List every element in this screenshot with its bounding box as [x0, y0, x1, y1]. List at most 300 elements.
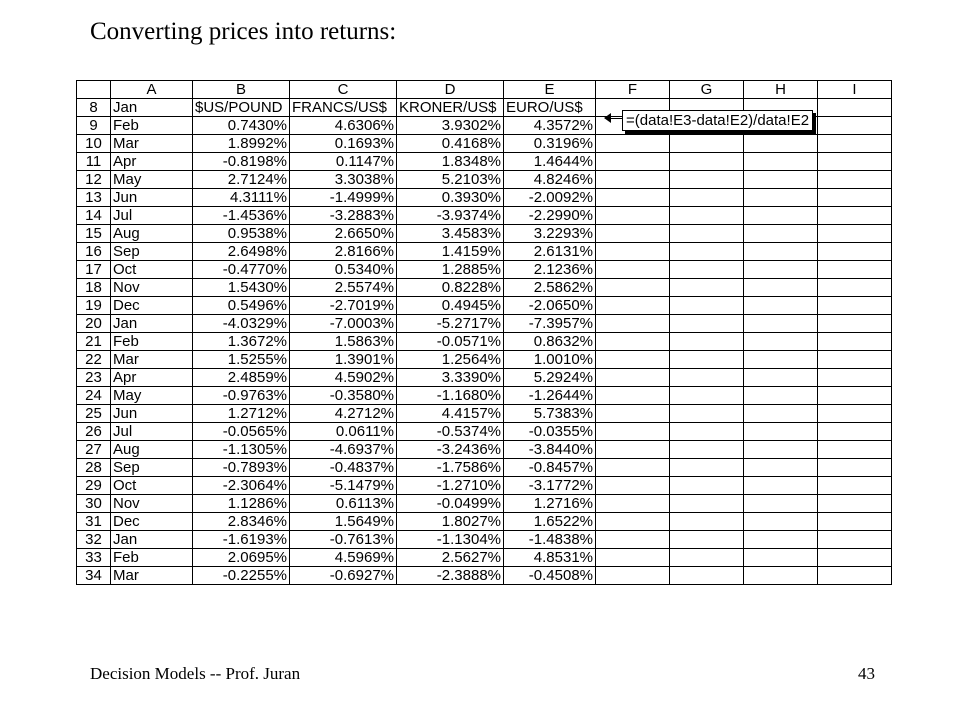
cell[interactable]: 1.2564% — [397, 351, 504, 369]
table-row — [77, 135, 892, 153]
cell[interactable] — [596, 459, 670, 477]
cell[interactable]: May — [111, 387, 193, 405]
row-header[interactable]: 12 — [77, 171, 111, 189]
table-row — [77, 441, 892, 459]
cell[interactable] — [744, 441, 818, 459]
cell[interactable] — [670, 441, 744, 459]
cell[interactable]: 4.3572% — [504, 117, 596, 135]
cell[interactable] — [744, 351, 818, 369]
cell[interactable]: 2.8166% — [290, 243, 397, 261]
cell[interactable] — [818, 567, 892, 585]
row-header[interactable]: 10 — [77, 135, 111, 153]
column-header-row — [77, 81, 892, 99]
row-header[interactable]: 8 — [77, 99, 111, 117]
row-header[interactable]: 34 — [77, 567, 111, 585]
cell[interactable] — [744, 387, 818, 405]
cell[interactable] — [596, 135, 670, 153]
cell[interactable]: 2.5574% — [290, 279, 397, 297]
cell[interactable]: -3.1772% — [504, 477, 596, 495]
cell[interactable]: $US/POUND — [193, 99, 290, 117]
cell[interactable] — [596, 279, 670, 297]
cell[interactable]: 2.6498% — [193, 243, 290, 261]
cell[interactable]: 4.8531% — [504, 549, 596, 567]
cell[interactable]: 0.5496% — [193, 297, 290, 315]
cell[interactable]: -7.0003% — [290, 315, 397, 333]
row-header[interactable]: 14 — [77, 207, 111, 225]
cell[interactable]: 1.3901% — [290, 351, 397, 369]
cell[interactable]: -0.6927% — [290, 567, 397, 585]
cell[interactable]: Sep — [111, 459, 193, 477]
cell[interactable]: 1.4644% — [504, 153, 596, 171]
table-row — [77, 279, 892, 297]
cell[interactable] — [818, 99, 892, 117]
cell[interactable]: 1.2885% — [397, 261, 504, 279]
cell[interactable] — [744, 189, 818, 207]
cell[interactable]: 0.1693% — [290, 135, 397, 153]
cell[interactable] — [596, 243, 670, 261]
table-row — [77, 369, 892, 387]
cell[interactable]: 3.3038% — [290, 171, 397, 189]
cell[interactable] — [670, 549, 744, 567]
cell[interactable]: 1.5649% — [290, 513, 397, 531]
cell[interactable] — [818, 513, 892, 531]
cell[interactable] — [670, 171, 744, 189]
row-header[interactable]: 16 — [77, 243, 111, 261]
cell[interactable]: EURO/US$ — [504, 99, 596, 117]
cell[interactable]: 2.8346% — [193, 513, 290, 531]
cell[interactable]: -0.7613% — [290, 531, 397, 549]
cell[interactable] — [670, 297, 744, 315]
table-row — [77, 225, 892, 243]
cell[interactable] — [670, 369, 744, 387]
cell[interactable]: 4.6306% — [290, 117, 397, 135]
cell[interactable]: -0.0499% — [397, 495, 504, 513]
cell[interactable] — [670, 567, 744, 585]
slide-title: Converting prices into returns: — [90, 18, 397, 45]
cell[interactable]: Mar — [111, 135, 193, 153]
cell[interactable]: Aug — [111, 225, 193, 243]
cell[interactable] — [818, 135, 892, 153]
cell[interactable]: -5.2717% — [397, 315, 504, 333]
cell[interactable]: 0.6113% — [290, 495, 397, 513]
row-header[interactable]: 27 — [77, 441, 111, 459]
cell[interactable] — [818, 387, 892, 405]
cell[interactable] — [744, 297, 818, 315]
cell[interactable]: -1.4536% — [193, 207, 290, 225]
cell[interactable]: Feb — [111, 549, 193, 567]
cell[interactable]: -7.3957% — [504, 315, 596, 333]
cell[interactable]: -1.2710% — [397, 477, 504, 495]
cell[interactable]: -0.0565% — [193, 423, 290, 441]
cell[interactable]: -3.9374% — [397, 207, 504, 225]
cell[interactable]: 2.5862% — [504, 279, 596, 297]
cell[interactable] — [744, 477, 818, 495]
cell[interactable]: Apr — [111, 369, 193, 387]
cell[interactable] — [596, 369, 670, 387]
cell[interactable]: -3.8440% — [504, 441, 596, 459]
cell[interactable] — [596, 549, 670, 567]
cell[interactable]: -0.8198% — [193, 153, 290, 171]
cell[interactable] — [744, 153, 818, 171]
cell[interactable] — [670, 261, 744, 279]
cell[interactable]: FRANCS/US$ — [290, 99, 397, 117]
cell[interactable]: 0.8228% — [397, 279, 504, 297]
cell[interactable] — [818, 153, 892, 171]
cell[interactable] — [744, 405, 818, 423]
cell[interactable]: 1.8348% — [397, 153, 504, 171]
cell[interactable] — [744, 225, 818, 243]
cell[interactable] — [670, 405, 744, 423]
cell[interactable]: -2.2990% — [504, 207, 596, 225]
cell[interactable]: 1.0010% — [504, 351, 596, 369]
cell[interactable]: 4.4157% — [397, 405, 504, 423]
cell[interactable]: -1.1304% — [397, 531, 504, 549]
cell[interactable]: -2.3888% — [397, 567, 504, 585]
select-all-corner[interactable] — [77, 81, 111, 99]
cell[interactable] — [818, 225, 892, 243]
cell[interactable] — [670, 531, 744, 549]
cell[interactable]: -1.2644% — [504, 387, 596, 405]
cell[interactable]: -1.7586% — [397, 459, 504, 477]
cell[interactable]: -2.0650% — [504, 297, 596, 315]
cell[interactable]: 0.7430% — [193, 117, 290, 135]
cell[interactable] — [670, 243, 744, 261]
cell[interactable] — [818, 351, 892, 369]
cell[interactable] — [744, 171, 818, 189]
cell[interactable] — [670, 459, 744, 477]
row-header[interactable]: 28 — [77, 459, 111, 477]
cell[interactable]: -2.7019% — [290, 297, 397, 315]
cell[interactable] — [818, 333, 892, 351]
cell[interactable] — [744, 261, 818, 279]
cell[interactable] — [670, 225, 744, 243]
cell[interactable] — [596, 351, 670, 369]
cell[interactable]: Dec — [111, 513, 193, 531]
cell[interactable] — [744, 423, 818, 441]
cell[interactable]: -0.0355% — [504, 423, 596, 441]
cell[interactable] — [596, 567, 670, 585]
table-row — [77, 261, 892, 279]
cell[interactable] — [818, 459, 892, 477]
cell[interactable] — [670, 387, 744, 405]
cell[interactable]: 0.9538% — [193, 225, 290, 243]
spreadsheet-grid — [76, 80, 892, 585]
cell[interactable]: Jul — [111, 423, 193, 441]
cell[interactable]: 2.6131% — [504, 243, 596, 261]
cell[interactable] — [596, 189, 670, 207]
table-row — [77, 495, 892, 513]
cell[interactable]: Apr — [111, 153, 193, 171]
table-row — [77, 297, 892, 315]
cell[interactable]: Sep — [111, 243, 193, 261]
cell[interactable]: 5.2103% — [397, 171, 504, 189]
cell[interactable]: Jun — [111, 405, 193, 423]
cell[interactable]: -1.4999% — [290, 189, 397, 207]
cell[interactable] — [744, 279, 818, 297]
cell[interactable]: Jan — [111, 315, 193, 333]
table-row — [77, 153, 892, 171]
cell[interactable] — [596, 477, 670, 495]
cell[interactable] — [596, 333, 670, 351]
cell[interactable]: Feb — [111, 333, 193, 351]
table-row — [77, 351, 892, 369]
cell[interactable] — [596, 297, 670, 315]
cell[interactable] — [670, 207, 744, 225]
cell[interactable] — [596, 531, 670, 549]
column-header[interactable]: I — [818, 81, 892, 99]
column-header[interactable]: G — [670, 81, 744, 99]
cell[interactable]: Mar — [111, 567, 193, 585]
cell[interactable] — [596, 153, 670, 171]
cell[interactable]: 1.2716% — [504, 495, 596, 513]
cell[interactable] — [670, 153, 744, 171]
column-header[interactable]: H — [744, 81, 818, 99]
cell[interactable] — [744, 567, 818, 585]
cell[interactable]: 1.5430% — [193, 279, 290, 297]
row-header[interactable]: 22 — [77, 351, 111, 369]
cell[interactable] — [818, 477, 892, 495]
cell[interactable]: -0.8457% — [504, 459, 596, 477]
row-header[interactable]: 19 — [77, 297, 111, 315]
cell[interactable] — [818, 189, 892, 207]
row-header[interactable]: 24 — [77, 387, 111, 405]
cell[interactable]: 0.4945% — [397, 297, 504, 315]
row-header[interactable]: 25 — [77, 405, 111, 423]
cell[interactable]: 1.2712% — [193, 405, 290, 423]
cell[interactable]: -0.4770% — [193, 261, 290, 279]
cell[interactable] — [818, 171, 892, 189]
cell[interactable]: Jul — [111, 207, 193, 225]
cell[interactable] — [596, 423, 670, 441]
cell[interactable]: Feb — [111, 117, 193, 135]
cell[interactable] — [596, 207, 670, 225]
column-header[interactable]: E — [504, 81, 596, 99]
table-row — [77, 531, 892, 549]
cell[interactable]: 0.3930% — [397, 189, 504, 207]
cell[interactable] — [596, 441, 670, 459]
cell[interactable]: 2.7124% — [193, 171, 290, 189]
cell[interactable] — [818, 405, 892, 423]
cell[interactable]: -0.0571% — [397, 333, 504, 351]
cell[interactable] — [670, 495, 744, 513]
cell[interactable]: Oct — [111, 261, 193, 279]
cell[interactable] — [818, 369, 892, 387]
cell[interactable] — [744, 369, 818, 387]
cell[interactable]: 2.5627% — [397, 549, 504, 567]
cell[interactable] — [596, 315, 670, 333]
cell[interactable] — [744, 135, 818, 153]
cell[interactable] — [744, 495, 818, 513]
cell[interactable]: -0.2255% — [193, 567, 290, 585]
cell[interactable] — [818, 207, 892, 225]
cell[interactable]: 0.3196% — [504, 135, 596, 153]
cell[interactable]: 0.0611% — [290, 423, 397, 441]
cell[interactable] — [818, 549, 892, 567]
cell[interactable]: May — [111, 171, 193, 189]
cell[interactable]: 2.0695% — [193, 549, 290, 567]
table-row — [77, 549, 892, 567]
cell[interactable] — [818, 495, 892, 513]
cell[interactable] — [670, 135, 744, 153]
cell[interactable]: 1.6522% — [504, 513, 596, 531]
cell[interactable]: 2.1236% — [504, 261, 596, 279]
cell[interactable]: 5.7383% — [504, 405, 596, 423]
cell[interactable] — [818, 531, 892, 549]
table-row — [77, 171, 892, 189]
cell[interactable]: -2.3064% — [193, 477, 290, 495]
table-row — [77, 567, 892, 585]
cell[interactable] — [744, 549, 818, 567]
cell[interactable]: 0.1147% — [290, 153, 397, 171]
cell[interactable] — [670, 315, 744, 333]
column-header[interactable]: A — [111, 81, 193, 99]
row-header[interactable]: 13 — [77, 189, 111, 207]
cell[interactable]: 4.5902% — [290, 369, 397, 387]
cell[interactable] — [670, 513, 744, 531]
page-number: 43 — [858, 664, 875, 683]
cell[interactable] — [818, 243, 892, 261]
cell[interactable]: Oct — [111, 477, 193, 495]
column-header[interactable]: D — [397, 81, 504, 99]
table-row — [77, 243, 892, 261]
cell[interactable]: -0.7893% — [193, 459, 290, 477]
cell[interactable] — [596, 387, 670, 405]
cell[interactable] — [818, 297, 892, 315]
cell[interactable]: -2.0092% — [504, 189, 596, 207]
cell[interactable]: -3.2883% — [290, 207, 397, 225]
cell[interactable] — [596, 513, 670, 531]
footer-course: Decision Models -- Prof. Juran — [90, 664, 301, 683]
cell[interactable]: 1.8027% — [397, 513, 504, 531]
cell[interactable] — [670, 351, 744, 369]
cell[interactable]: -0.5374% — [397, 423, 504, 441]
row-header[interactable]: 32 — [77, 531, 111, 549]
cell[interactable]: Jun — [111, 189, 193, 207]
table-row — [77, 459, 892, 477]
cell[interactable]: 0.4168% — [397, 135, 504, 153]
row-header[interactable]: 21 — [77, 333, 111, 351]
cell[interactable]: -1.1305% — [193, 441, 290, 459]
cell[interactable] — [744, 207, 818, 225]
cell[interactable] — [596, 405, 670, 423]
column-header[interactable]: C — [290, 81, 397, 99]
cell[interactable] — [818, 423, 892, 441]
cell[interactable]: 1.3672% — [193, 333, 290, 351]
cell[interactable] — [596, 171, 670, 189]
row-header[interactable]: 20 — [77, 315, 111, 333]
cell[interactable] — [818, 279, 892, 297]
cell[interactable] — [670, 189, 744, 207]
cell[interactable]: -1.1680% — [397, 387, 504, 405]
cell[interactable]: -0.3580% — [290, 387, 397, 405]
cell[interactable]: 0.5340% — [290, 261, 397, 279]
formula-callout: =(data!E3-data!E2)/data!E2 — [622, 110, 813, 131]
cell[interactable]: 3.3390% — [397, 369, 504, 387]
table-row — [77, 207, 892, 225]
cell[interactable]: KRONER/US$ — [397, 99, 504, 117]
row-header[interactable]: 29 — [77, 477, 111, 495]
cell[interactable]: 4.8246% — [504, 171, 596, 189]
cell[interactable]: -5.1479% — [290, 477, 397, 495]
cell[interactable]: -0.4508% — [504, 567, 596, 585]
cell[interactable]: 1.1286% — [193, 495, 290, 513]
cell[interactable] — [744, 513, 818, 531]
column-header[interactable]: B — [193, 81, 290, 99]
table-row — [77, 315, 892, 333]
row-header[interactable]: 11 — [77, 153, 111, 171]
cell[interactable]: 1.5863% — [290, 333, 397, 351]
cell[interactable] — [670, 279, 744, 297]
cell[interactable]: Dec — [111, 297, 193, 315]
cell[interactable] — [670, 333, 744, 351]
row-header[interactable]: 26 — [77, 423, 111, 441]
cell[interactable]: -3.2436% — [397, 441, 504, 459]
cell[interactable] — [670, 423, 744, 441]
cell[interactable]: 1.8992% — [193, 135, 290, 153]
row-header[interactable]: 31 — [77, 513, 111, 531]
row-header[interactable]: 17 — [77, 261, 111, 279]
cell[interactable]: Nov — [111, 279, 193, 297]
cell[interactable]: Jan — [111, 99, 193, 117]
cell[interactable]: 5.2924% — [504, 369, 596, 387]
cell[interactable]: 3.2293% — [504, 225, 596, 243]
cell[interactable] — [818, 261, 892, 279]
cell[interactable]: -0.4837% — [290, 459, 397, 477]
cell[interactable]: 4.2712% — [290, 405, 397, 423]
cell[interactable]: 3.4583% — [397, 225, 504, 243]
cell[interactable] — [818, 441, 892, 459]
cell[interactable] — [744, 459, 818, 477]
cell[interactable]: -1.6193% — [193, 531, 290, 549]
cell[interactable] — [596, 495, 670, 513]
cell[interactable]: 2.4859% — [193, 369, 290, 387]
cell[interactable]: -4.6937% — [290, 441, 397, 459]
cell[interactable]: 4.3111% — [193, 189, 290, 207]
cell[interactable] — [744, 531, 818, 549]
row-header[interactable]: 30 — [77, 495, 111, 513]
callout-arrow-icon — [604, 113, 611, 123]
cell[interactable]: Nov — [111, 495, 193, 513]
row-header[interactable]: 18 — [77, 279, 111, 297]
cell[interactable]: -1.4838% — [504, 531, 596, 549]
cell[interactable]: -4.0329% — [193, 315, 290, 333]
cell[interactable]: 1.5255% — [193, 351, 290, 369]
cell[interactable] — [670, 477, 744, 495]
cell[interactable]: Jan — [111, 531, 193, 549]
cell[interactable] — [744, 333, 818, 351]
cell[interactable] — [818, 117, 892, 135]
cell[interactable]: 4.5969% — [290, 549, 397, 567]
cell[interactable]: 3.9302% — [397, 117, 504, 135]
cell[interactable]: -0.9763% — [193, 387, 290, 405]
row-header[interactable]: 23 — [77, 369, 111, 387]
cell[interactable]: 2.6650% — [290, 225, 397, 243]
table-row — [77, 513, 892, 531]
cell[interactable] — [596, 261, 670, 279]
column-header[interactable]: F — [596, 81, 670, 99]
cell[interactable] — [596, 225, 670, 243]
cell[interactable]: Mar — [111, 351, 193, 369]
row-header[interactable]: 33 — [77, 549, 111, 567]
row-header[interactable]: 15 — [77, 225, 111, 243]
cell[interactable] — [744, 315, 818, 333]
cell[interactable] — [744, 243, 818, 261]
cell[interactable]: 0.8632% — [504, 333, 596, 351]
cell[interactable]: Aug — [111, 441, 193, 459]
cell[interactable] — [818, 315, 892, 333]
cell[interactable]: 1.4159% — [397, 243, 504, 261]
row-header[interactable]: 9 — [77, 117, 111, 135]
